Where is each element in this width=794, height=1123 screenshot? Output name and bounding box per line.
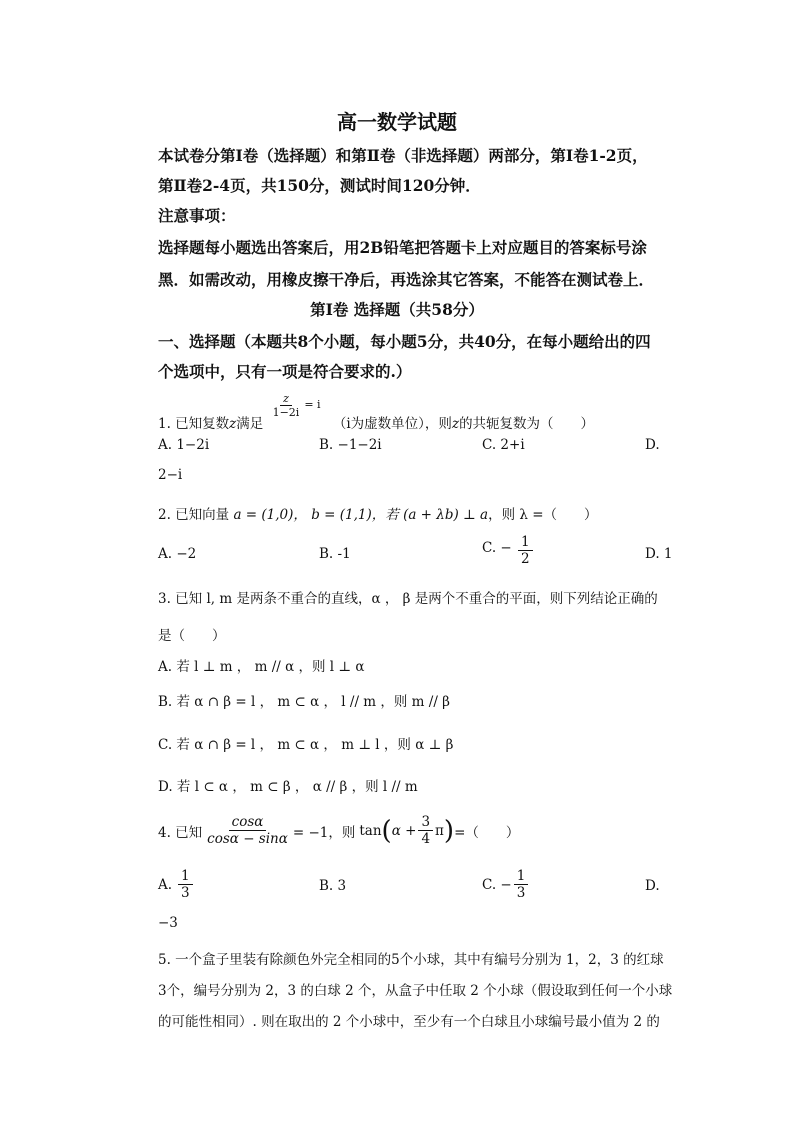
q4-option-c <box>482 868 530 901</box>
q1-option-d: D. <box>645 437 660 453</box>
q4-a-label: A. <box>158 876 173 893</box>
question-5-line-3: 的可能性相同）. 则在取出的 2 个小球中，至少有一个白球且小球编号最小值为 2 的 <box>158 1014 660 1030</box>
question-4-stem <box>158 814 519 847</box>
q1-prefix: 1. 已知复数 <box>158 416 230 432</box>
notice-line-2: 黑．如需改动，用橡皮擦干净后，再选涂其它答案，不能答在测试卷上． <box>158 270 655 289</box>
q3-option-d: D. 若 l ⊂ α ， m ⊂ β ， α // β ，则 l // m <box>158 779 418 795</box>
q4-end: =（ ） <box>454 824 520 841</box>
q3-option-c: C. 若 α ∩ β = l ， m ⊂ α ， m ⊥ l ，则 α ⊥ β <box>158 737 454 753</box>
q4-a-den: 3 <box>181 885 190 902</box>
q1-option-d-value: 2−i <box>158 467 183 483</box>
q4-c-fraction <box>514 868 529 901</box>
q4-prefix: 4. 已知 <box>158 824 203 841</box>
q2-condition: (a + λb) ⊥ a <box>403 507 489 523</box>
q1-option-c: C. 2+i <box>482 437 525 453</box>
q4-a-num: 1 <box>178 868 193 885</box>
q4-option-d: D. <box>645 878 660 894</box>
q1-frac-num: z <box>280 392 292 406</box>
q4-option-b: B. 3 <box>319 878 347 894</box>
q4-eq: = −1，则 <box>292 824 356 841</box>
q2-text-1: 2. 已知向量 <box>158 507 230 523</box>
q2-option-a: A. −2 <box>158 546 197 562</box>
q1-option-b: B. −1−2i <box>319 437 382 453</box>
q2-vector-a: a = (1,0)， <box>233 507 307 523</box>
q2-option-c <box>482 534 535 567</box>
section-one-line-2: 个选项中，只有一项是符合要求的.） <box>158 362 412 381</box>
q4-fraction <box>204 814 291 847</box>
q1-var-z: z <box>229 416 237 432</box>
q4-a-fraction <box>178 868 193 901</box>
question-2-stem <box>158 503 598 523</box>
q1-var-z-2: z <box>451 416 460 432</box>
q4-inner-den: 4 <box>421 831 431 848</box>
page-title: 高一数学试题 <box>337 110 457 134</box>
q1-mid: 满足 <box>236 416 264 432</box>
question-3-stem-2: 是（ ） <box>158 628 226 644</box>
q4-inner-fraction <box>418 814 433 847</box>
question-5-line-1: 5. 一个盒子里装有除颜色外完全相同的5个小球，其中有编号分别为 1，2，3 的红球 <box>158 952 664 968</box>
q1-fraction <box>270 392 303 419</box>
part-one-heading: 第Ⅰ卷 选择题（共58分） <box>310 300 484 319</box>
q2-vector-b: b = (1,1)，若 <box>311 507 399 523</box>
q4-inner-num: 3 <box>418 814 433 831</box>
q1-suffix-2: 的共轭复数为（ ） <box>459 416 595 432</box>
q3-option-a: A. 若 l ⊥ m ， m // α ，则 l ⊥ α <box>158 659 365 675</box>
q4-tan: tan <box>359 822 382 839</box>
q4-alpha-plus: α + <box>391 822 417 839</box>
intro-line-1: 本试卷分第Ⅰ卷（选择题）和第Ⅱ卷（非选择题）两部分，第Ⅰ卷1-2页， <box>158 146 648 165</box>
q3-option-b: B. 若 α ∩ β = l ， m ⊂ α ， l // m ，则 m // β <box>158 694 450 710</box>
q2-c-den: 2 <box>521 551 530 568</box>
section-one-line-1: 一、选择题（本题共8个小题，每小题5分，共40分，在每小题给出的四 <box>158 332 651 351</box>
q4-c-den: 3 <box>516 885 526 902</box>
q4-right-paren: ) <box>443 815 455 846</box>
q2-option-d: D. 1 <box>645 546 673 562</box>
intro-line-2: 第Ⅱ卷2-4页，共150分，测试时间120分钟． <box>158 176 481 195</box>
q2-text-2: ，则 λ =（ ） <box>488 507 598 523</box>
q4-num: cosα <box>229 814 267 831</box>
q2-option-b: B. -1 <box>319 546 351 562</box>
q4-c-num: 1 <box>514 868 529 885</box>
q1-suffix: （i为虚数单位），则 <box>332 416 452 432</box>
q4-den: cosα − sinα <box>207 831 288 848</box>
q4-option-a <box>158 868 195 901</box>
q4-c-prefix: C. − <box>482 876 512 893</box>
question-3-stem-1: 3. 已知 l, m 是两条不重合的直线，α ， β 是两个不重合的平面，则下列结论正确的 <box>158 591 658 607</box>
q4-left-paren: ( <box>381 815 392 846</box>
q1-eq: = i <box>304 398 321 411</box>
q2-c-fraction <box>518 534 533 567</box>
notice-line-1: 选择题每小题选出答案后，用2B铅笔把答题卡上对应题目的答案标号涂 <box>158 238 647 257</box>
q4-pi: π <box>435 822 444 839</box>
question-1-stem <box>158 392 594 432</box>
q1-option-a: A. 1−2i <box>158 437 210 453</box>
q2-c-num: 1 <box>518 534 533 551</box>
q2-c-prefix: C. − <box>482 540 512 557</box>
notice-heading: 注意事项： <box>158 206 236 225</box>
q4-option-d-value: −3 <box>158 915 178 931</box>
question-5-line-2: 3个，编号分别为 2，3 的白球 2 个，从盒子中任取 2 个小球（假设取到任何一个小球 <box>158 983 673 999</box>
q1-frac-den: 1−2i <box>272 406 300 420</box>
